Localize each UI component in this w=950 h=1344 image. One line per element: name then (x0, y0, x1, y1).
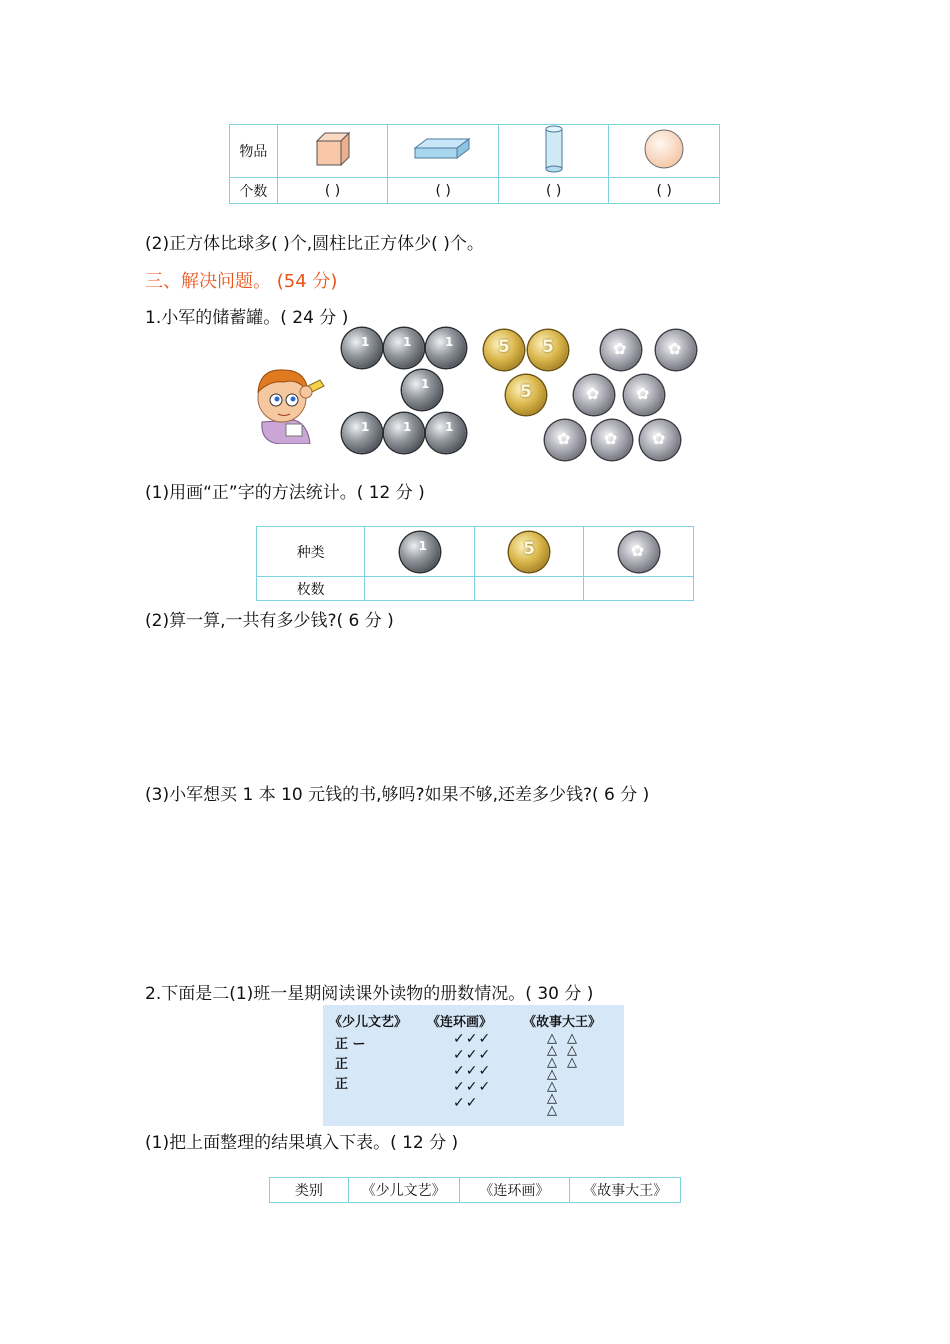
row-label-count: 枚数 (257, 577, 365, 601)
one-jiao-coin-icon (601, 330, 641, 370)
one-yuan-coin-icon (384, 328, 424, 368)
cuboid-cell (388, 125, 499, 178)
one-yuan-coin-icon (426, 328, 466, 368)
five-jiao-coin-icon (484, 330, 524, 370)
tally-zheng: 正 (335, 1077, 349, 1092)
one-jiao-coin-icon (640, 420, 680, 460)
reading-category-table (269, 1177, 681, 1203)
one-jiao-coin-icon (656, 330, 696, 370)
cube-icon (313, 129, 353, 169)
answer-blank[interactable]: ( ) (609, 178, 720, 204)
cylinder-icon (543, 125, 565, 173)
one-jiao-cell (584, 527, 694, 577)
category-header: 《故事大王》 (570, 1178, 681, 1203)
tally-checkmarks: ✓✓✓ (453, 1031, 492, 1047)
five-jiao-cell (474, 527, 584, 577)
category-header: 《连环画》 (459, 1178, 570, 1203)
sphere-icon (642, 127, 686, 171)
one-yuan-cell (365, 527, 475, 577)
tally-header: 《少儿文艺》 (329, 1015, 408, 1030)
cylinder-cell (498, 125, 608, 178)
row-label-category: 类别 (270, 1178, 349, 1203)
reading-tally-chart (323, 1005, 624, 1126)
five-jiao-coin-icon (506, 375, 546, 415)
row-label-type: 种类 (257, 527, 365, 577)
cuboid-icon (413, 136, 473, 162)
cube-cell (277, 125, 388, 178)
one-jiao-coin-icon (619, 532, 659, 572)
question-2: (2)正方体比球多( )个,圆柱比正方体少( )个。 (145, 234, 484, 254)
one-jiao-coin-icon (545, 420, 585, 460)
answer-blank[interactable]: ( ) (277, 178, 388, 204)
one-yuan-coin-icon (402, 370, 442, 410)
boy-thinking-illustration (250, 362, 330, 444)
tally-zheng: 正 (335, 1057, 349, 1072)
tally-checkmarks: ✓✓✓ (453, 1047, 492, 1063)
tally-checkmarks: ✓✓ (453, 1095, 479, 1111)
tally-header: 《连环画》 (427, 1015, 493, 1030)
tally-triangles: △ △ △ (567, 1031, 577, 1070)
answer-cell[interactable] (365, 577, 475, 601)
one-jiao-coin-icon (574, 375, 614, 415)
one-yuan-coin-icon (426, 413, 466, 453)
answer-blank[interactable]: ( ) (498, 178, 608, 204)
tally-triangles: △ △ △ △ △ △ △ (547, 1031, 557, 1118)
row-label-count: 个数 (230, 178, 278, 204)
section-3-heading: 三、解决问题。 (54 分) (145, 271, 338, 292)
coin-tally-table (256, 526, 694, 601)
one-yuan-coin-icon (342, 328, 382, 368)
one-jiao-coin-icon (592, 420, 632, 460)
one-yuan-coin-icon (400, 532, 440, 572)
answer-cell[interactable] (474, 577, 584, 601)
problem-2-sub-1: (1)把上面整理的结果填入下表。( 12 分 ) (145, 1133, 459, 1153)
category-header: 《少儿文艺》 (348, 1178, 459, 1203)
problem-2-title: 2.下面是二(1)班一星期阅读课外读物的册数情况。( 30 分 ) (145, 984, 594, 1004)
row-label-items: 物品 (230, 125, 278, 178)
shape-count-table (229, 124, 720, 204)
tally-zheng: 正 ー (335, 1037, 366, 1052)
answer-blank[interactable]: ( ) (388, 178, 499, 204)
tally-checkmarks: ✓✓✓ (453, 1079, 492, 1095)
tally-header: 《故事大王》 (523, 1015, 602, 1030)
answer-cell[interactable] (584, 577, 694, 601)
sphere-cell (609, 125, 720, 178)
five-jiao-coin-icon (509, 532, 549, 572)
tally-checkmarks: ✓✓✓ (453, 1063, 492, 1079)
five-jiao-coin-icon (528, 330, 568, 370)
problem-1-sub-2: (2)算一算,一共有多少钱?( 6 分 ) (145, 611, 394, 631)
problem-1-sub-1: (1)用画“正”字的方法统计。( 12 分 ) (145, 483, 425, 503)
problem-1-sub-3: (3)小军想买 1 本 10 元钱的书,够吗?如果不够,还差多少钱?( 6 分 ) (145, 785, 650, 805)
problem-1-title: 1.小军的储蓄罐。( 24 分 ) (145, 308, 349, 328)
one-jiao-coin-icon (624, 375, 664, 415)
one-yuan-coin-icon (384, 413, 424, 453)
one-yuan-coin-icon (342, 413, 382, 453)
